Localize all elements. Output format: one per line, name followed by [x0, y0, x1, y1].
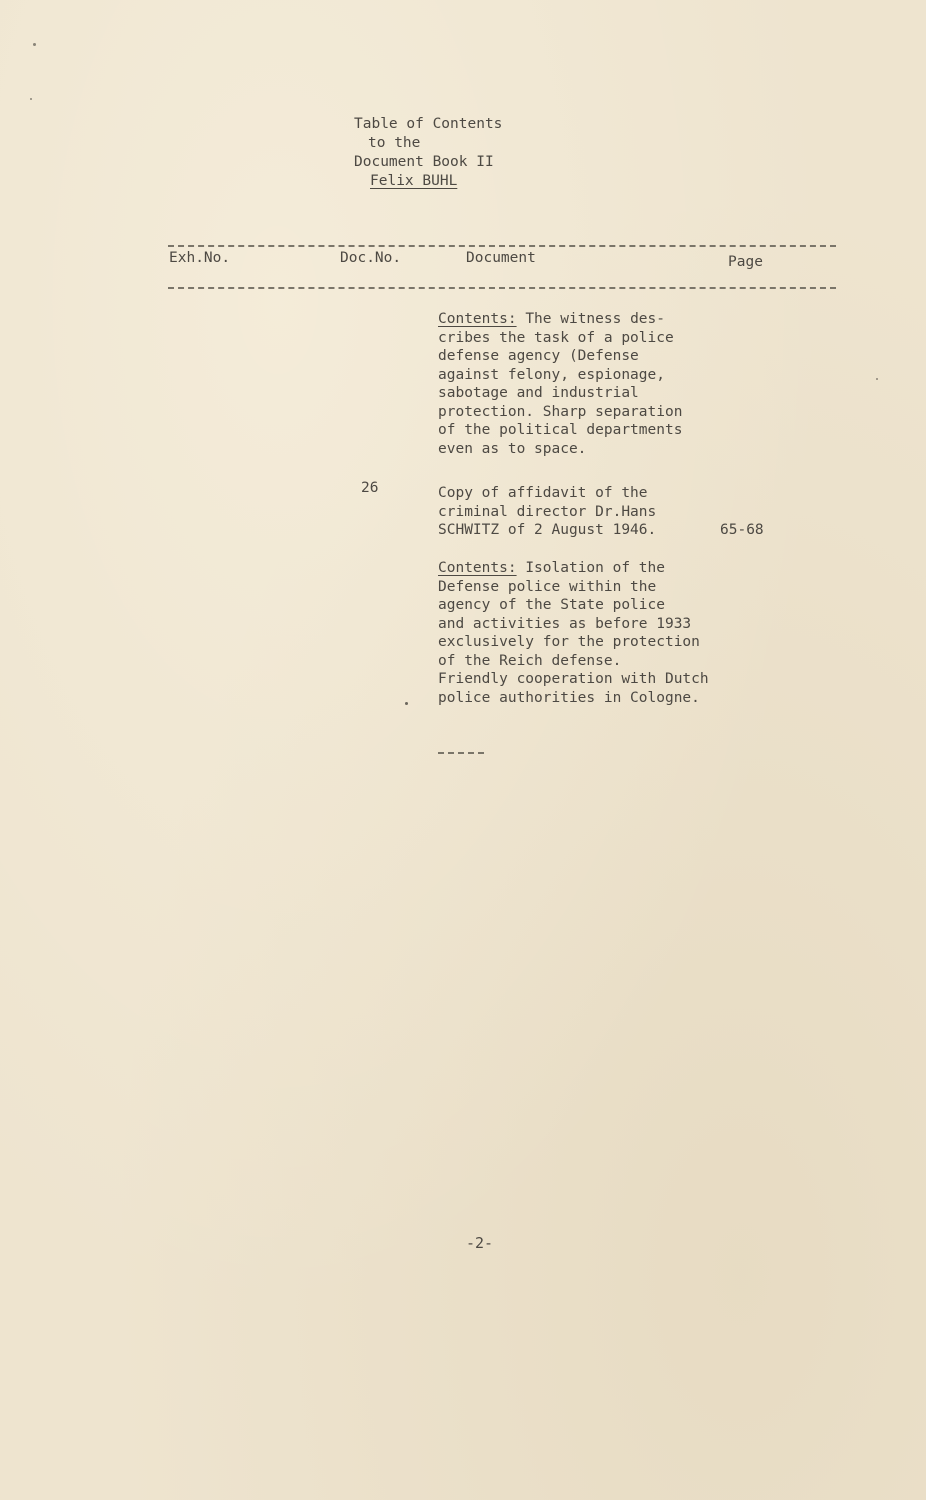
section-end-mark — [438, 752, 484, 754]
entry-line: Copy of affidavit of the — [438, 485, 648, 501]
entry-line: police authorities in Cologne. — [438, 689, 700, 706]
entry-line: criminal director Dr.Hans — [438, 503, 657, 520]
doc-number: 26 — [361, 480, 379, 496]
entry-line: agency of the State police — [438, 597, 665, 613]
title-line-4: Felix BUHL — [370, 173, 458, 189]
entry-line: against felony, espionage, — [438, 366, 665, 383]
column-header-doc-no: Doc.No. — [340, 250, 402, 266]
entry-document-26 — [438, 484, 768, 540]
paper-speck — [33, 43, 36, 46]
entry-text: Isolation of the — [525, 560, 665, 576]
paper-speck — [876, 378, 878, 380]
entry-line — [438, 559, 768, 578]
entry-line: Friendly cooperation with Dutch — [438, 671, 709, 687]
entry-line: defense agency (Defense — [438, 348, 639, 364]
title-line-3: Document Book II — [354, 154, 494, 170]
entry-line: of the political departments — [438, 422, 683, 438]
entry-text: The witness des- — [525, 311, 665, 327]
entry-line: sabotage and industrial — [438, 385, 639, 401]
entry-line — [438, 310, 768, 329]
title-line-2: to the — [368, 135, 421, 151]
header-bottom-rule — [168, 287, 836, 289]
contents-label: Contents: — [438, 560, 517, 576]
entry-line: SCHWITZ of 2 August 1946. — [438, 522, 657, 538]
entry-line: and activities as before 1933 — [438, 615, 692, 632]
entry-contents-2 — [438, 559, 768, 707]
entry-line: exclusively for the protection — [438, 634, 700, 650]
entry-line: Defense police within the — [438, 578, 657, 595]
page-range: 65-68 — [720, 522, 764, 538]
page-number: -2- — [466, 1234, 494, 1252]
column-header-document: Document — [466, 250, 536, 266]
entry-contents-1 — [438, 310, 768, 458]
contents-label: Contents: — [438, 311, 517, 327]
paper-speck — [30, 98, 32, 100]
column-header-page: Page — [728, 254, 763, 270]
entry-line: even as to space. — [438, 440, 587, 457]
ink-dot — [405, 702, 408, 705]
entry-line: protection. Sharp separation — [438, 403, 683, 420]
entry-line: of the Reich defense. — [438, 652, 622, 669]
header-top-rule — [168, 245, 836, 247]
title-line-1: Table of Contents — [354, 116, 503, 132]
column-header-exh-no: Exh.No. — [169, 250, 231, 266]
entry-line: cribes the task of a police — [438, 329, 674, 346]
